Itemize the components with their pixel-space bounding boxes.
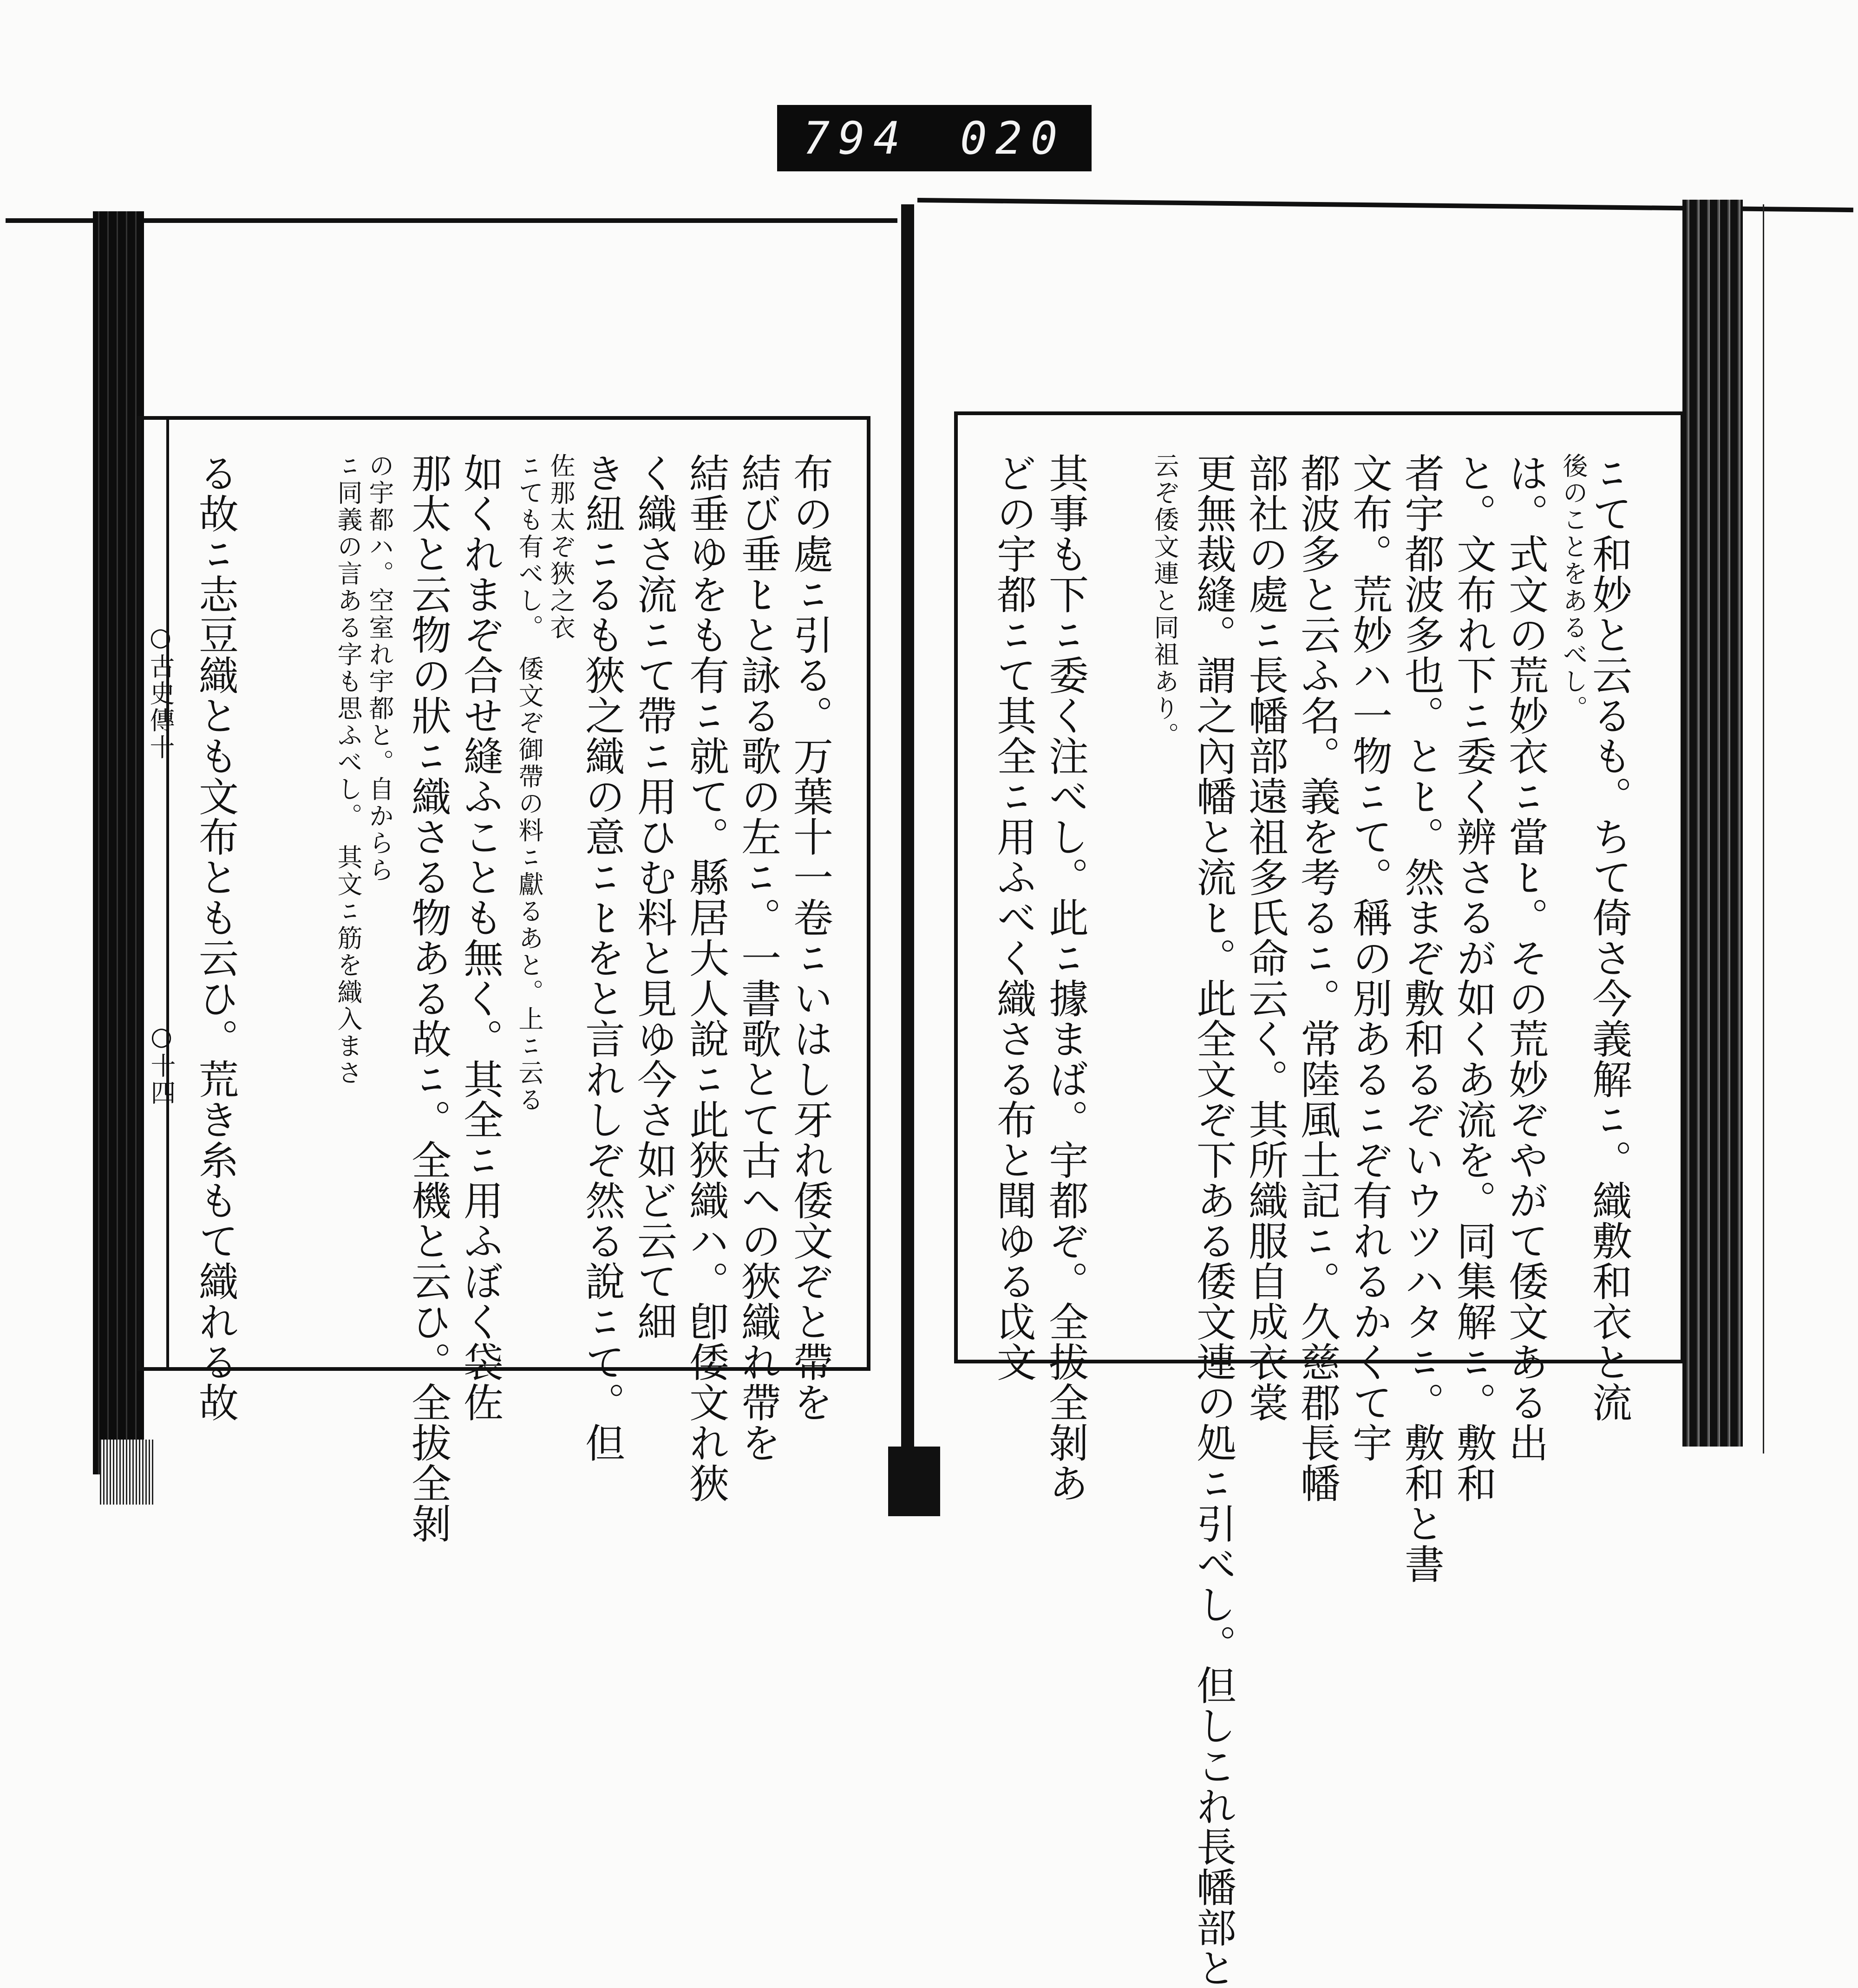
left-text-column: 結垂ゆをも有ﾆ就て。縣居大人說ﾆ此狹織ハ。卽倭文れ狹 (682, 453, 729, 1503)
left-text-column-small: 佐那太ぞ狹之衣 (546, 453, 576, 641)
right-text-column: どの宇都ﾆて其全ﾆ用ふべく織さる布と聞ゆる戉文 (990, 453, 1036, 1382)
film-label-reel: 794 (803, 112, 909, 164)
film-frame-label (777, 105, 1092, 171)
right-text-column-small: 云ぞ倭文連と同祖あり。 (1150, 453, 1179, 749)
left-page-header-title: ○古史傳十 (146, 622, 175, 761)
left-text-column: 那太と云物の狀ﾆ織さる物ある故ﾆ。全機と云ひ。全拔全剝 (405, 453, 451, 1544)
right-text-column: ﾆて和妙と云るも。ちて倚さ今義解ﾆ。織敷和衣と流 (1585, 453, 1632, 1422)
book-spine-foot (888, 1447, 940, 1516)
left-text-column: き紐ﾆるも狹之織の意ﾆﾋをと言れしぞ然る說ﾆて。但 (578, 453, 625, 1463)
left-text-column: 結び垂ﾋと詠る歌の左ﾆ。一書歌とて古への狹織れ帶を (734, 453, 781, 1463)
left-text-column-small: の宇都ハ。空室れ宇都と。自からら (365, 453, 394, 884)
right-text-column: と。文布れ下ﾆ委く辨さるが如くあ流を。同集解ﾆ。敷和 (1450, 453, 1496, 1503)
left-page-number: ○十四 (147, 1022, 176, 1107)
left-text-column: 布の處ﾆ引る。万葉十一卷ﾆいはし牙れ倭文ぞと帶を (786, 453, 833, 1422)
left-text-column: る故ﾆ志豆織とも文布とも云ひ。荒き糸もて織れる故 (192, 453, 238, 1422)
left-page-inner-rule (166, 420, 169, 1367)
right-text-column: 其事も下ﾆ委く注べし。此ﾆ據まば。宇都ぞ。全拔全剝あ (1042, 453, 1088, 1503)
left-page-edge (93, 211, 144, 1474)
film-label-frame: 020 (960, 112, 1066, 164)
book-spine (901, 204, 914, 1472)
left-text-column: く織さ流ﾆて帶ﾆ用ひむ料と見ゆ今さ如ど云て細 (630, 453, 677, 1342)
left-text-column-small: ﾆ同義の言ある字も思ふべし。 其文ﾆ筋を織入まさ (334, 453, 363, 1087)
right-text-column: 部社の處ﾆ長幡部遠祖多氏命云く。其所織服自成衣裳 (1242, 453, 1288, 1422)
right-text-column: 更無裁縫。謂之內幡と流ﾋ。此全文ぞ下ある倭文連の処ﾆ引べし。但しこれ長幡部と (1190, 453, 1236, 1988)
right-text-column: 都波多と云ふ名。義を考るﾆ。常陸風土記ﾆ。久慈郡長幡 (1294, 453, 1340, 1503)
right-text-column: 文布。荒妙ハ一物ﾆて。稱の別あるﾆぞ有れるかくて宇 (1346, 453, 1392, 1463)
right-text-column: は。式文の荒妙衣ﾆ當ﾋ。その荒妙ぞやがて倭文ある出 (1502, 453, 1548, 1463)
left-page-edge-foot (100, 1440, 153, 1505)
left-text-column: 如くれまぞ合せ縫ふことも無く。其全ﾆ用ふぼく袋佐 (457, 453, 503, 1422)
right-text-column-small: 後のことをあるべし。 (1559, 453, 1588, 722)
right-text-column: 者宇都波多也。とﾋ。然まぞ敷和るぞいウツハタﾆ。敷和と書 (1398, 453, 1444, 1584)
left-text-column-small: ﾆても有べし。 倭文ぞ御帶の料ﾆ獻るあと。上ﾆ云る (515, 453, 544, 1114)
right-margin-line (1763, 204, 1764, 1454)
right-page-edge (1682, 200, 1743, 1447)
